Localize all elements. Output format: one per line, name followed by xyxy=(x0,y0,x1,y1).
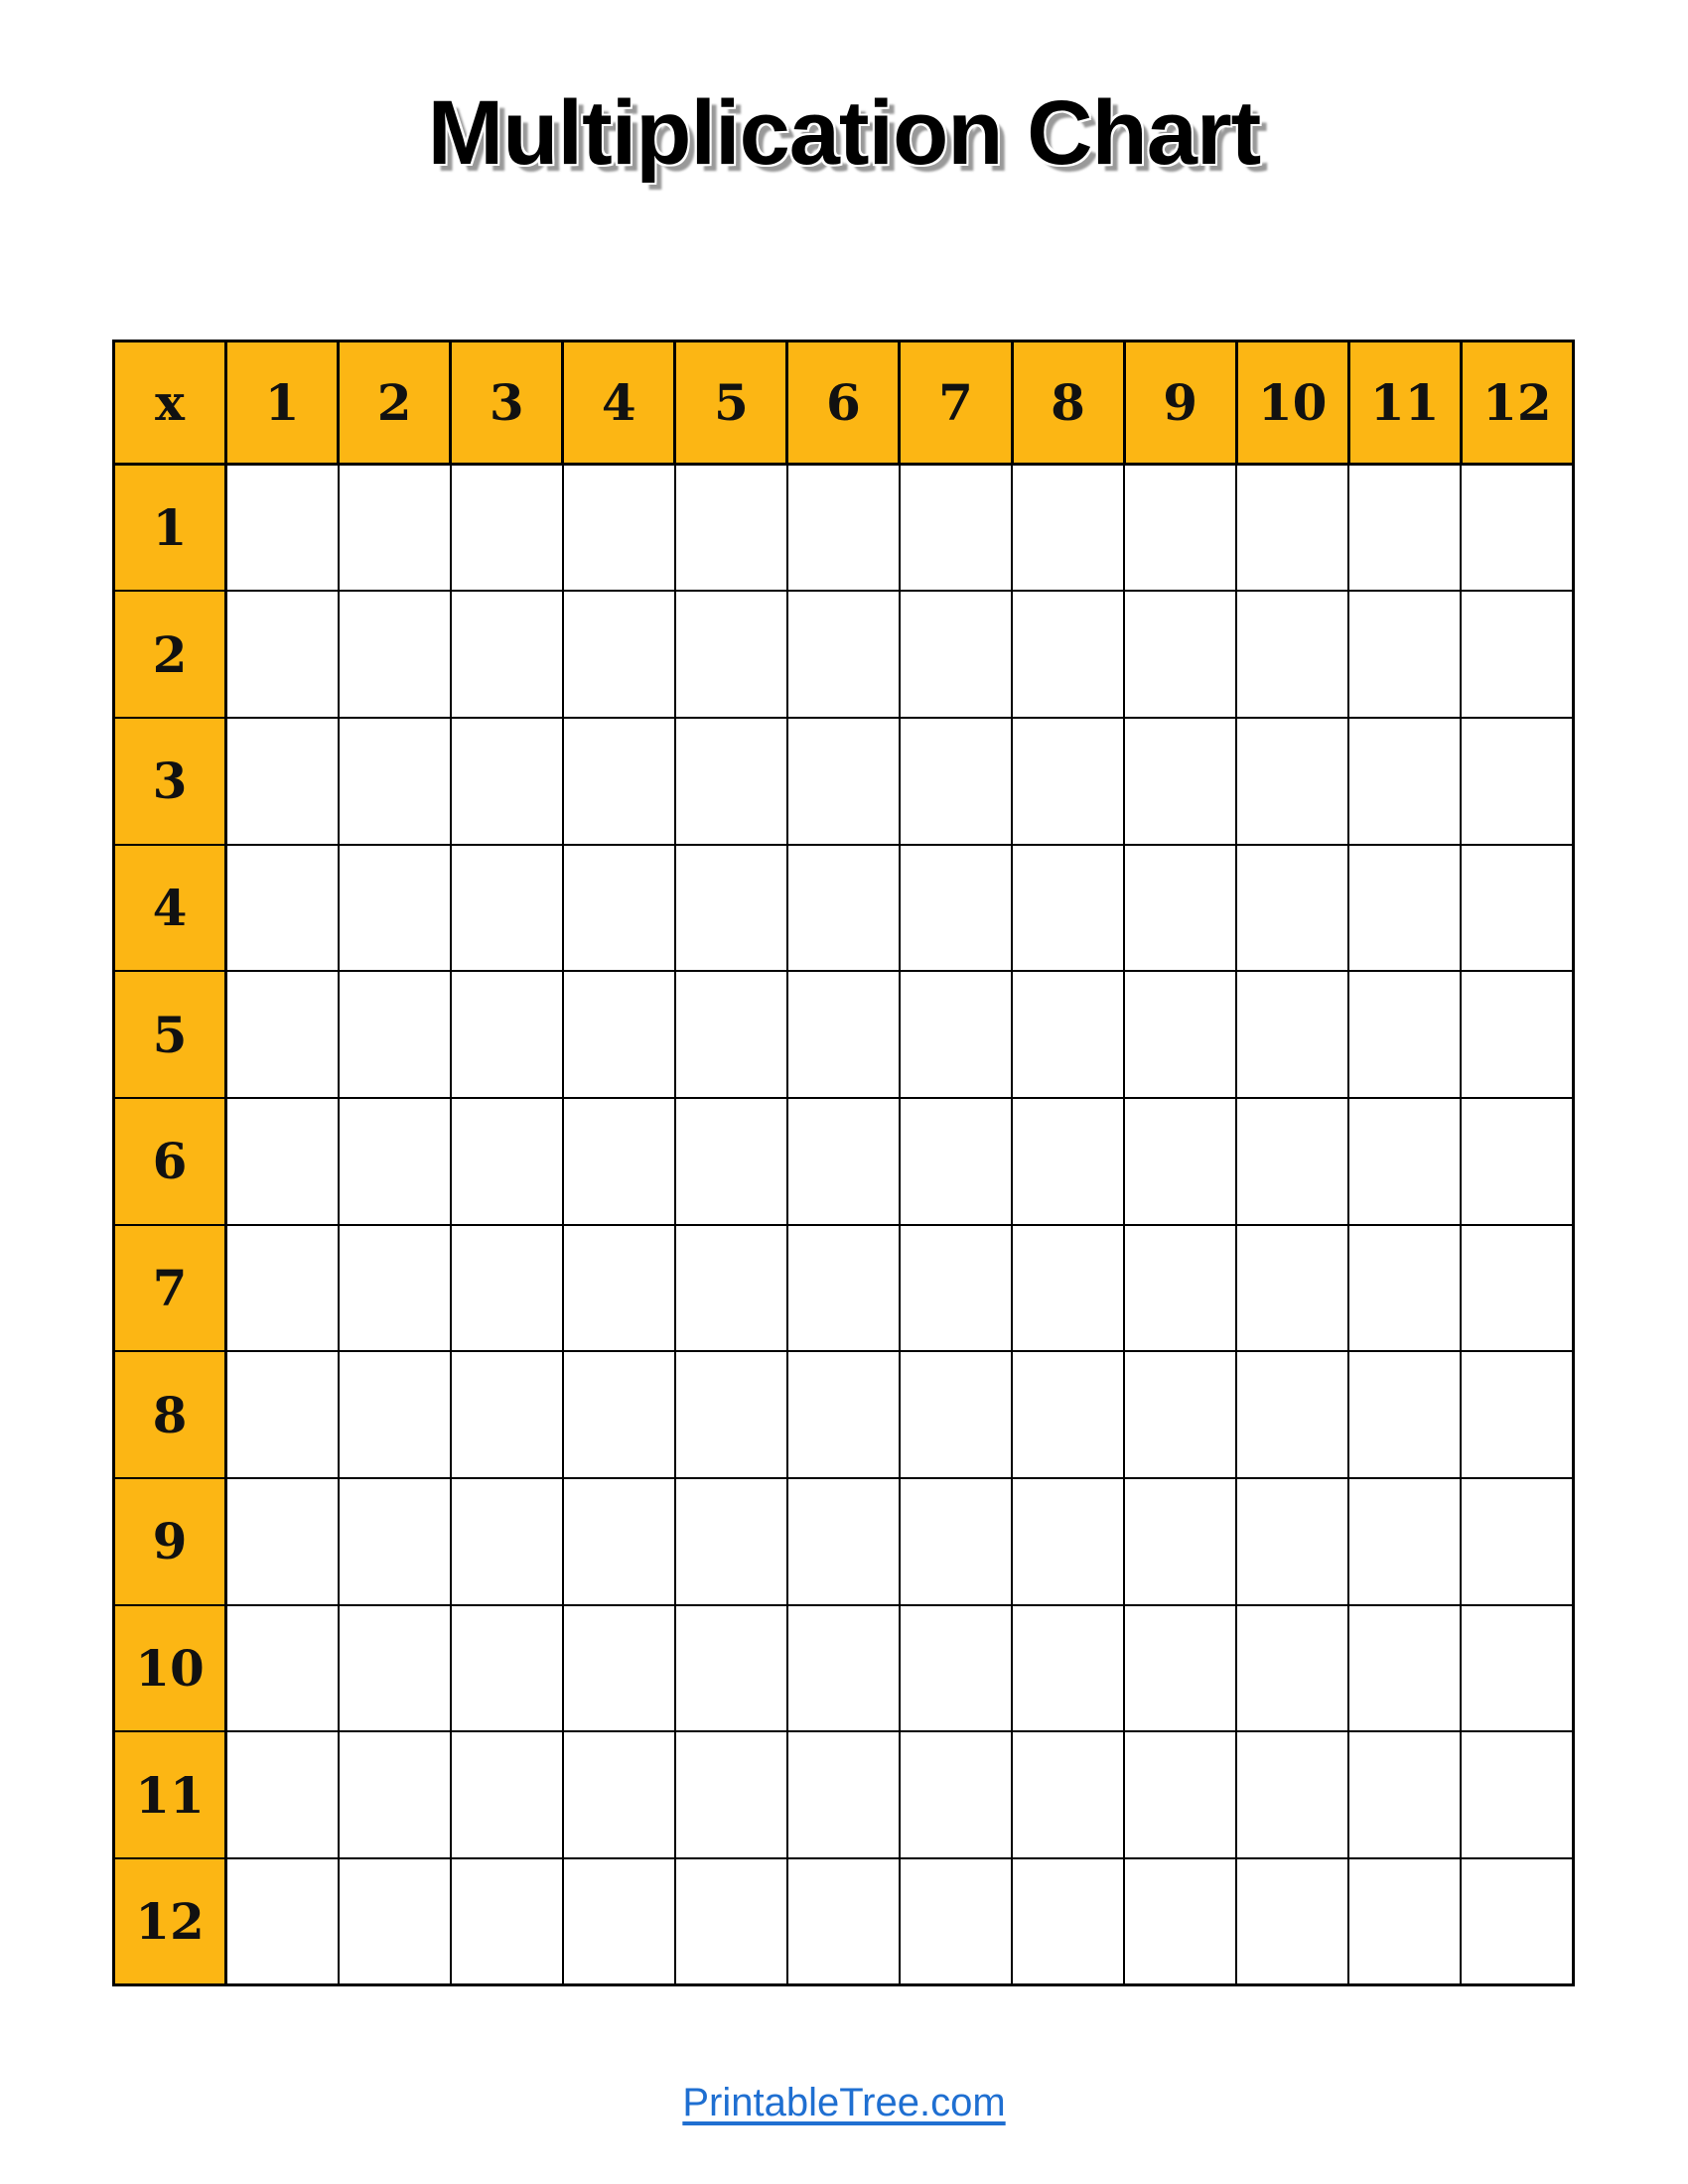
body-cell-7x5 xyxy=(675,1225,787,1352)
body-cell-11x3 xyxy=(451,1731,563,1858)
table-row-4 xyxy=(114,845,1574,972)
body-cell-11x9 xyxy=(1124,1731,1236,1858)
body-cell-6x8 xyxy=(1012,1098,1124,1225)
body-cell-9x7 xyxy=(900,1478,1012,1605)
body-cell-8x5 xyxy=(675,1351,787,1478)
body-cell-12x10 xyxy=(1236,1858,1348,1985)
row-header-11: 11 xyxy=(114,1731,226,1858)
table-row-6 xyxy=(114,1098,1574,1225)
row-header-4: 4 xyxy=(114,845,226,972)
body-cell-10x7 xyxy=(900,1605,1012,1732)
body-cell-8x4 xyxy=(563,1351,675,1478)
body-cell-1x5 xyxy=(675,465,787,592)
body-cell-3x11 xyxy=(1348,718,1461,845)
body-cell-4x6 xyxy=(787,845,900,972)
body-cell-2x9 xyxy=(1124,591,1236,718)
body-cell-11x6 xyxy=(787,1731,900,1858)
body-cell-3x8 xyxy=(1012,718,1124,845)
body-cell-9x8 xyxy=(1012,1478,1124,1605)
body-cell-12x3 xyxy=(451,1858,563,1985)
body-cell-9x10 xyxy=(1236,1478,1348,1605)
body-cell-6x1 xyxy=(226,1098,339,1225)
column-header-6: 6 xyxy=(787,341,900,465)
body-cell-4x2 xyxy=(339,845,451,972)
body-cell-3x3 xyxy=(451,718,563,845)
body-cell-5x4 xyxy=(563,971,675,1098)
body-cell-1x11 xyxy=(1348,465,1461,592)
column-header-7: 7 xyxy=(900,341,1012,465)
body-cell-7x11 xyxy=(1348,1225,1461,1352)
column-header-9: 9 xyxy=(1124,341,1236,465)
body-cell-12x7 xyxy=(900,1858,1012,1985)
footer xyxy=(0,2081,1688,2125)
body-cell-7x1 xyxy=(226,1225,339,1352)
column-header-2: 2 xyxy=(339,341,451,465)
body-cell-1x10 xyxy=(1236,465,1348,592)
body-cell-4x1 xyxy=(226,845,339,972)
body-cell-3x2 xyxy=(339,718,451,845)
body-cell-12x2 xyxy=(339,1858,451,1985)
body-cell-3x5 xyxy=(675,718,787,845)
body-cell-11x2 xyxy=(339,1731,451,1858)
body-cell-2x5 xyxy=(675,591,787,718)
body-cell-7x9 xyxy=(1124,1225,1236,1352)
body-cell-4x8 xyxy=(1012,845,1124,972)
body-cell-5x7 xyxy=(900,971,1012,1098)
body-cell-12x9 xyxy=(1124,1858,1236,1985)
column-header-5: 5 xyxy=(675,341,787,465)
body-cell-2x2 xyxy=(339,591,451,718)
body-cell-2x11 xyxy=(1348,591,1461,718)
body-cell-11x10 xyxy=(1236,1731,1348,1858)
body-cell-7x3 xyxy=(451,1225,563,1352)
table-row-3 xyxy=(114,718,1574,845)
body-cell-1x12 xyxy=(1461,465,1573,592)
body-cell-6x4 xyxy=(563,1098,675,1225)
body-cell-6x11 xyxy=(1348,1098,1461,1225)
body-cell-9x3 xyxy=(451,1478,563,1605)
column-header-3: 3 xyxy=(451,341,563,465)
row-header-3: 3 xyxy=(114,718,226,845)
column-header-11: 11 xyxy=(1348,341,1461,465)
column-header-1: 1 xyxy=(226,341,339,465)
table-row-12 xyxy=(114,1858,1574,1985)
row-header-1: 1 xyxy=(114,465,226,592)
body-cell-8x7 xyxy=(900,1351,1012,1478)
body-cell-4x4 xyxy=(563,845,675,972)
table-row-2 xyxy=(114,591,1574,718)
body-cell-3x12 xyxy=(1461,718,1573,845)
table-row-8 xyxy=(114,1351,1574,1478)
body-cell-2x7 xyxy=(900,591,1012,718)
body-cell-1x6 xyxy=(787,465,900,592)
body-cell-7x2 xyxy=(339,1225,451,1352)
body-cell-12x5 xyxy=(675,1858,787,1985)
body-cell-3x10 xyxy=(1236,718,1348,845)
body-cell-2x1 xyxy=(226,591,339,718)
body-cell-1x2 xyxy=(339,465,451,592)
body-cell-8x3 xyxy=(451,1351,563,1478)
body-cell-11x4 xyxy=(563,1731,675,1858)
body-cell-3x9 xyxy=(1124,718,1236,845)
footer-link[interactable]: PrintableTree.com xyxy=(682,2081,1006,2124)
body-cell-6x2 xyxy=(339,1098,451,1225)
body-cell-10x1 xyxy=(226,1605,339,1732)
body-cell-10x4 xyxy=(563,1605,675,1732)
table-row-9 xyxy=(114,1478,1574,1605)
body-cell-3x6 xyxy=(787,718,900,845)
body-cell-12x1 xyxy=(226,1858,339,1985)
body-cell-10x8 xyxy=(1012,1605,1124,1732)
body-cell-9x9 xyxy=(1124,1478,1236,1605)
body-cell-11x7 xyxy=(900,1731,1012,1858)
body-cell-11x11 xyxy=(1348,1731,1461,1858)
body-cell-8x11 xyxy=(1348,1351,1461,1478)
body-cell-10x11 xyxy=(1348,1605,1461,1732)
table-row-7 xyxy=(114,1225,1574,1352)
body-cell-4x11 xyxy=(1348,845,1461,972)
body-cell-3x4 xyxy=(563,718,675,845)
body-cell-8x2 xyxy=(339,1351,451,1478)
row-header-6: 6 xyxy=(114,1098,226,1225)
body-cell-5x9 xyxy=(1124,971,1236,1098)
corner-cell-x: x xyxy=(114,341,226,465)
body-cell-5x12 xyxy=(1461,971,1573,1098)
body-cell-5x11 xyxy=(1348,971,1461,1098)
body-cell-10x10 xyxy=(1236,1605,1348,1732)
column-header-10: 10 xyxy=(1236,341,1348,465)
table-row-5 xyxy=(114,971,1574,1098)
body-cell-1x8 xyxy=(1012,465,1124,592)
body-cell-11x12 xyxy=(1461,1731,1573,1858)
body-cell-8x9 xyxy=(1124,1351,1236,1478)
body-cell-3x1 xyxy=(226,718,339,845)
body-cell-9x12 xyxy=(1461,1478,1573,1605)
body-cell-8x10 xyxy=(1236,1351,1348,1478)
body-cell-5x5 xyxy=(675,971,787,1098)
row-header-9: 9 xyxy=(114,1478,226,1605)
body-cell-5x10 xyxy=(1236,971,1348,1098)
body-cell-5x2 xyxy=(339,971,451,1098)
row-header-7: 7 xyxy=(114,1225,226,1352)
row-header-2: 2 xyxy=(114,591,226,718)
body-cell-4x10 xyxy=(1236,845,1348,972)
body-cell-6x10 xyxy=(1236,1098,1348,1225)
body-cell-11x5 xyxy=(675,1731,787,1858)
row-header-5: 5 xyxy=(114,971,226,1098)
body-cell-1x4 xyxy=(563,465,675,592)
body-cell-7x10 xyxy=(1236,1225,1348,1352)
body-cell-12x11 xyxy=(1348,1858,1461,1985)
body-cell-10x12 xyxy=(1461,1605,1573,1732)
body-cell-9x4 xyxy=(563,1478,675,1605)
body-cell-2x6 xyxy=(787,591,900,718)
body-cell-8x8 xyxy=(1012,1351,1124,1478)
body-cell-6x6 xyxy=(787,1098,900,1225)
body-cell-9x1 xyxy=(226,1478,339,1605)
body-cell-1x9 xyxy=(1124,465,1236,592)
body-cell-10x9 xyxy=(1124,1605,1236,1732)
body-cell-1x7 xyxy=(900,465,1012,592)
header-row xyxy=(114,341,1574,465)
body-cell-4x9 xyxy=(1124,845,1236,972)
column-header-12: 12 xyxy=(1461,341,1573,465)
body-cell-12x4 xyxy=(563,1858,675,1985)
body-cell-10x2 xyxy=(339,1605,451,1732)
body-cell-9x11 xyxy=(1348,1478,1461,1605)
table-row-1 xyxy=(114,465,1574,592)
body-cell-4x3 xyxy=(451,845,563,972)
table-body xyxy=(114,465,1574,1985)
table-row-10 xyxy=(114,1605,1574,1732)
body-cell-4x7 xyxy=(900,845,1012,972)
row-header-12: 12 xyxy=(114,1858,226,1985)
row-header-8: 8 xyxy=(114,1351,226,1478)
body-cell-10x3 xyxy=(451,1605,563,1732)
body-cell-2x10 xyxy=(1236,591,1348,718)
body-cell-6x5 xyxy=(675,1098,787,1225)
body-cell-7x8 xyxy=(1012,1225,1124,1352)
body-cell-10x5 xyxy=(675,1605,787,1732)
page-title: Multiplication Chart xyxy=(427,82,1261,184)
body-cell-5x6 xyxy=(787,971,900,1098)
row-header-10: 10 xyxy=(114,1605,226,1732)
body-cell-5x3 xyxy=(451,971,563,1098)
body-cell-6x9 xyxy=(1124,1098,1236,1225)
body-cell-9x6 xyxy=(787,1478,900,1605)
body-cell-3x7 xyxy=(900,718,1012,845)
body-cell-6x12 xyxy=(1461,1098,1573,1225)
body-cell-4x5 xyxy=(675,845,787,972)
body-cell-11x8 xyxy=(1012,1731,1124,1858)
body-cell-7x4 xyxy=(563,1225,675,1352)
table-header xyxy=(114,341,1574,465)
body-cell-9x5 xyxy=(675,1478,787,1605)
body-cell-12x8 xyxy=(1012,1858,1124,1985)
body-cell-5x1 xyxy=(226,971,339,1098)
body-cell-10x6 xyxy=(787,1605,900,1732)
body-cell-6x3 xyxy=(451,1098,563,1225)
body-cell-9x2 xyxy=(339,1478,451,1605)
body-cell-11x1 xyxy=(226,1731,339,1858)
body-cell-12x6 xyxy=(787,1858,900,1985)
body-cell-5x8 xyxy=(1012,971,1124,1098)
body-cell-2x3 xyxy=(451,591,563,718)
column-header-8: 8 xyxy=(1012,341,1124,465)
body-cell-12x12 xyxy=(1461,1858,1573,1985)
body-cell-2x8 xyxy=(1012,591,1124,718)
body-cell-7x7 xyxy=(900,1225,1012,1352)
column-header-4: 4 xyxy=(563,341,675,465)
multiplication-table xyxy=(112,340,1575,1986)
body-cell-1x3 xyxy=(451,465,563,592)
body-cell-4x12 xyxy=(1461,845,1573,972)
body-cell-7x12 xyxy=(1461,1225,1573,1352)
body-cell-8x6 xyxy=(787,1351,900,1478)
body-cell-7x6 xyxy=(787,1225,900,1352)
body-cell-6x7 xyxy=(900,1098,1012,1225)
body-cell-2x4 xyxy=(563,591,675,718)
body-cell-8x12 xyxy=(1461,1351,1573,1478)
body-cell-1x1 xyxy=(226,465,339,592)
body-cell-8x1 xyxy=(226,1351,339,1478)
table-row-11 xyxy=(114,1731,1574,1858)
body-cell-2x12 xyxy=(1461,591,1573,718)
